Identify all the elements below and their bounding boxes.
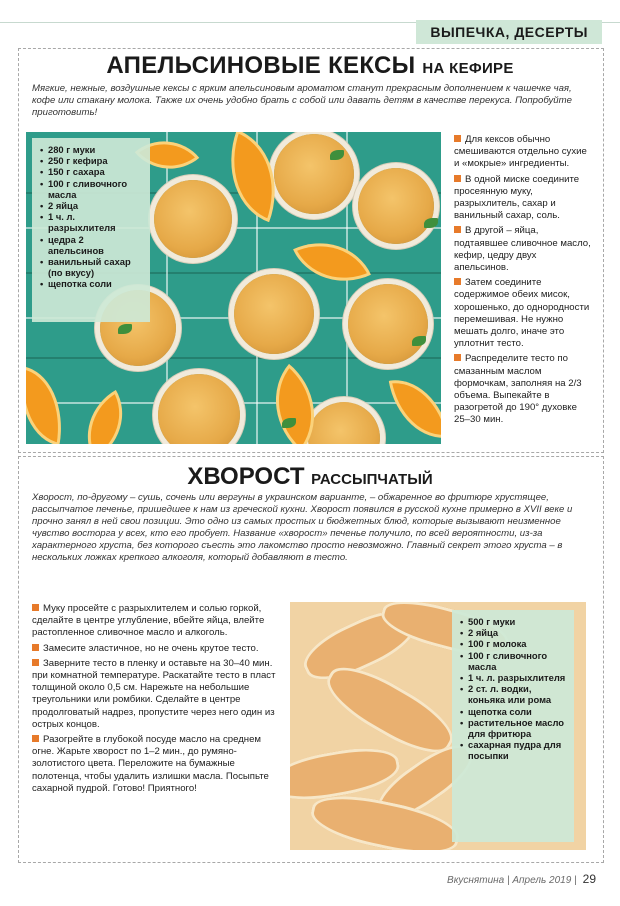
square-bullet-icon [32,735,39,742]
ingredient-item: • 1 ч. л. разрыхлителя [460,672,566,683]
magazine-name: Вкуснятина | Апрель 2019 | [447,875,577,886]
recipe2-title-main: ХВОРОСТ [187,463,305,490]
square-bullet-icon [454,175,461,182]
ingredient-item: • 100 г молока [460,638,566,649]
step-paragraph [32,734,276,795]
ingredient-item: • ванильный сахар (по вкусу) [40,256,142,278]
ingredient-item: • 1 ч. л. разрыхлителя [40,211,142,233]
ingredient-item: • 2 яйца [40,200,142,211]
step-paragraph [32,603,276,640]
ingredient-item: • 150 г сахара [40,166,142,177]
square-bullet-icon [454,354,461,361]
orange-slice [69,390,141,444]
orange-slice [26,366,72,444]
step-text: Муку просейте с разрыхлителем и солью горкой, сделайте в центре углубление, вбейте яйца, влейте растопленное сливочное масло и алкоголь. [32,603,265,639]
recipe1-ingredients [32,138,150,322]
muffin [274,134,354,214]
ingredient-item: • 500 г муки [460,616,566,627]
square-bullet-icon [32,604,39,611]
step-paragraph [454,225,592,274]
muffin [154,180,232,258]
step-paragraph [454,353,592,426]
step-paragraph [32,643,276,655]
ingredient-item: • 280 г муки [40,144,142,155]
muffin [348,284,428,364]
muffin [308,402,380,444]
step-paragraph [454,134,592,171]
recipe1-steps [454,134,592,430]
page-number: 29 [582,872,596,886]
ingredient-item: • растительное масло для фритюра [460,717,566,739]
section-label: ВЫПЕЧКА, ДЕСЕРТЫ [416,20,602,44]
step-text: Разогрейте в глубокой посуде масло на среднем огне. Жарьте хворост по 1–2 мин., до румяно-золотистого цвета. Переложите на бумажные полотенца, чтобы удалить излишки масла. Посыпьте сахарной пудрой. Готово! Приятного! [32,734,269,794]
recipe2-title [0,463,620,491]
recipe2-steps [32,603,276,798]
ingredient-item: • цедра 2 апельсинов [40,234,142,256]
step-paragraph [454,277,592,350]
ingredient-item: • сахарная пудра для посыпки [460,739,566,761]
ingredient-item: • 250 г кефира [40,155,142,166]
square-bullet-icon [454,226,461,233]
step-text: Для кексов обычно смешиваются отдельно сухие и «мокрые» ингредиенты. [454,134,587,170]
step-text: Распределите тесто по смазанным маслом формочкам, заполняя на 2/3 объема. Выпекайте в разогретой до 190° духовке 25–30 мин. [454,353,582,426]
step-paragraph [32,658,276,731]
ingredient-item: • 100 г сливочного масла [460,650,566,672]
mint-leaf [412,336,426,346]
square-bullet-icon [454,278,461,285]
ingredient-item: • 2 ст. л. водки, коньяка или рома [460,683,566,705]
recipe2-intro: Хворост, по-другому – сушь, сочень или вергуны в украинском варианте, – обжаренное во фритюре хрустящее, рассыпчатое печенье, пришедшее к нам из греческой кухни. Хворост появился в русской кухне примерно в XVII веке и прочно занял в ней свои позиции. Это одно из самых простых и бюджетных блюд, которые вызывают неизменное чувство восторга у всех, кто его пробует. Название «хворост» печенье получило, по всей вероятности, из-за характерного хруста, без которого съесть это лакомство просто невозможно. Главный секрет этого хруста – в нескольких ложках крепкого алкоголя, который добавляют в тесто. [32,492,573,563]
orange-slice [389,372,441,444]
square-bullet-icon [454,135,461,142]
recipe2-ingredients [452,610,574,842]
square-bullet-icon [32,659,39,666]
muffin [234,274,314,354]
ingredient-item: • щепотка соли [40,278,142,289]
step-text: Заверните тесто в пленку и оставьте на 30–40 мин. при комнатной температуре. Раскатайте тесто в пласт толщиной около 0,5 см. Нарежьте на небольшие треугольники или ромбики. Сделайте в центре продолговатый надрез, пропустите через него один из острых концов. [32,657,276,730]
step-text: В одной миске соедините просеянную муку, разрыхлитель, сахар и ванильный сахар, соль. [454,173,580,222]
ingredient-item: • 2 яйца [460,627,566,638]
ingredient-item: • 100 г сливочного масла [40,178,142,200]
square-bullet-icon [32,644,39,651]
ingredient-item: • щепотка соли [460,706,566,717]
step-text: В другой – яйца, подтаявшее сливочное масло, кефир, цедру двух апельсинов. [454,225,591,274]
recipe1-title-sub: НА КЕФИРЕ [422,60,514,77]
recipe1-title-main: АПЕЛЬСИНОВЫЕ КЕКСЫ [106,52,416,79]
recipe2-title-sub: РАССЫПЧАТЫЙ [311,471,433,488]
page-footer [447,872,596,886]
recipe1-intro: Мягкие, нежные, воздушные кексы с ярким апельсиновым ароматом станут прекрасным дополнением к чашечке чая, кофе или стакану молока. Также их очень удобно брать с собой или давать детям в качестве перекуса. Попробуйте приготовить! [32,83,572,118]
step-text: Затем соедините содержимое обеих мисок, хорошенько, до однородности перемешивая. Не нужно мешать долго, иначе это уплотнит тесто. [454,277,590,350]
recipe1-title [0,52,620,80]
muffin [358,168,434,244]
step-text: Замесите эластичное, но не очень крутое тесто. [43,642,259,654]
muffin [158,374,240,444]
step-paragraph [454,174,592,223]
